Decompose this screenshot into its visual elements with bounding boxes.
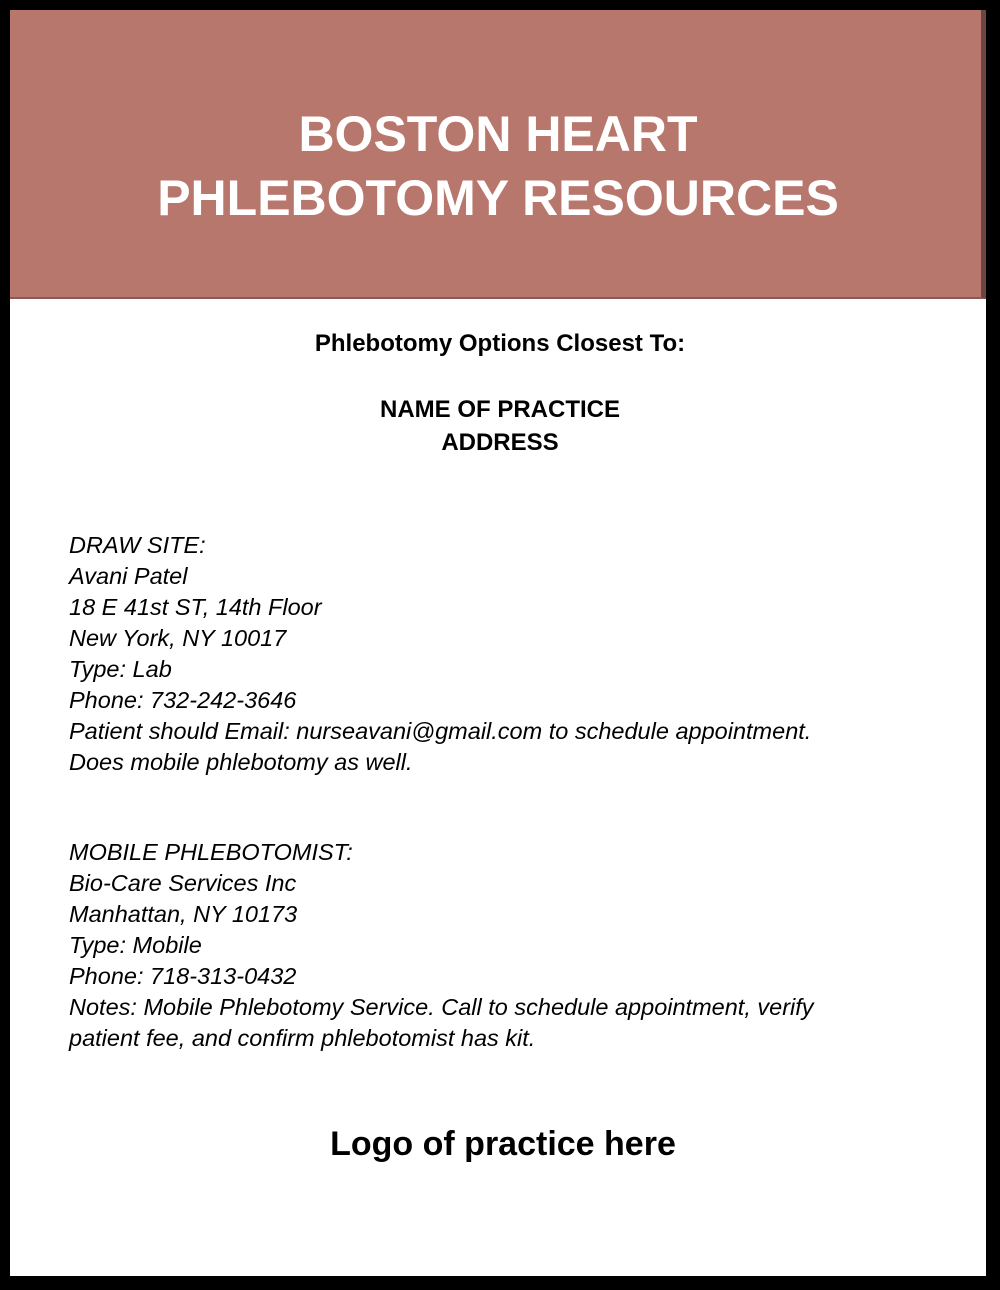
header-banner [10,10,986,299]
mobile-name: Bio-Care Services Inc [69,870,297,896]
draw-site-street: 18 E 41st ST, 14th Floor [69,594,322,620]
practice-name: NAME OF PRACTICE [380,396,620,423]
subtitle: Phlebotomy Options Closest To: [314,330,686,357]
draw-site-section [69,530,969,778]
header-title [10,102,986,230]
header-title-line2: PHLEBOTOMY RESOURCES [157,170,839,226]
mobile-note-line1: Notes: Mobile Phlebotomy Service. Call to schedule appointment, verify [69,994,814,1020]
document-sheet [10,10,986,1276]
draw-site-name: Avani Patel [69,563,188,589]
draw-site-phone: Phone: 732-242-3646 [69,687,297,713]
mobile-note-line2: patient fee, and confirm phlebotomist has kit. [69,1025,536,1051]
logo-placeholder: Logo of practice here [330,1125,676,1163]
practice-info [10,393,986,459]
draw-site-type: Type: Lab [69,656,172,682]
mobile-city: Manhattan, NY 10173 [69,901,298,927]
practice-address: ADDRESS [441,429,559,456]
header-title-line1: BOSTON HEART [298,106,698,162]
mobile-heading: MOBILE PHLEBOTOMIST: [69,839,353,865]
mobile-phlebotomist-section [69,837,969,1054]
mobile-type: Type: Mobile [69,932,202,958]
draw-site-city: New York, NY 10017 [69,625,287,651]
mobile-phone: Phone: 718-313-0432 [69,963,297,989]
draw-site-heading: DRAW SITE: [69,532,206,558]
draw-site-note-line1: Patient should Email: nurseavani@gmail.com to schedule appointment. [69,718,812,744]
draw-site-note-line2: Does mobile phlebotomy as well. [69,749,413,775]
